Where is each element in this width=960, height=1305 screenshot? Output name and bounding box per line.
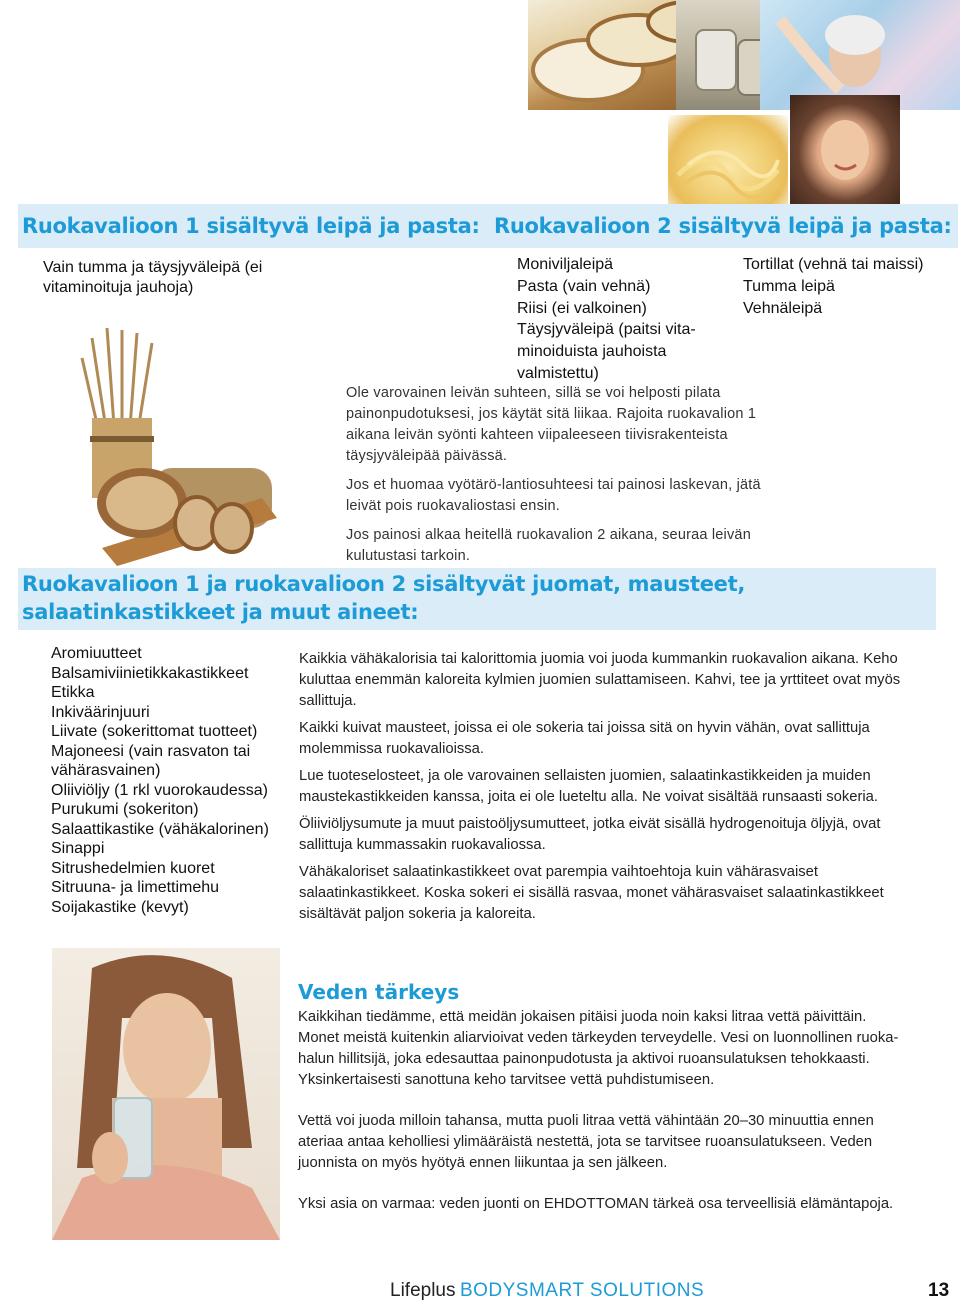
common-paragraph bbox=[299, 649, 959, 712]
condiment-item: Majoneesi (vain rasvaton tai bbox=[51, 742, 251, 760]
condiment-item: Etikka bbox=[51, 684, 95, 701]
elderly-woman-photo bbox=[760, 0, 960, 110]
woman-stretching-illustration bbox=[760, 0, 960, 110]
diet2-bread-list-1 bbox=[517, 254, 737, 385]
footer-brand bbox=[390, 1280, 704, 1302]
diet2-bread-item: Riisi (ei valkoinen) bbox=[517, 299, 647, 317]
condiment-item: Salaattikastike (vähäkalorinen) bbox=[51, 820, 269, 838]
bread-note bbox=[346, 383, 796, 467]
condiment-item: Purukumi (sokeriton) bbox=[51, 801, 199, 818]
water-paragraph bbox=[298, 1111, 958, 1174]
woman-portrait-photo bbox=[790, 95, 900, 210]
text-line: Kaikki kuivat mausteet, joissa ei ole sokeria tai joissa sitä on hyvin vähän, ovat sallittuja bbox=[299, 720, 870, 736]
text-line: kuluttaa enemmän kaloreita kylmien juomien sulattamiseen. Kahvi, tee ja yrttiteet ovat myös bbox=[299, 672, 901, 688]
condiment-item: Sitruuna- ja limettimehu bbox=[51, 879, 220, 896]
diet1-bread-heading: Ruokavalioon 1 sisältyvä leipä ja pasta: bbox=[22, 214, 480, 238]
woman-drinking-water-photo bbox=[52, 948, 280, 1240]
text-line: juonnista on myös hyötyä ennen liikuntaa ja sen jälkeen. bbox=[298, 1155, 668, 1171]
bread-notes bbox=[346, 383, 796, 573]
bread-note bbox=[346, 525, 796, 567]
water-paragraph bbox=[298, 1194, 958, 1215]
text-line: kulutustasi tarkoin. bbox=[346, 548, 471, 564]
common-items-heading-line: salaatinkastikkeet ja muut aineet: bbox=[22, 600, 419, 624]
text-line: Jos et huomaa vyötärö-lantiosuhteesi tai painosi laskevan, jätä bbox=[346, 477, 761, 493]
condiment-item: Sitrushedelmien kuoret bbox=[51, 859, 215, 877]
text-line: aikana leivän syönti kahteen viipaleeseen tiivisrakenteista bbox=[346, 427, 728, 443]
diet2-bread-item: Tumma leipä bbox=[743, 277, 835, 295]
pasta-photo bbox=[668, 115, 788, 210]
woman-face-illustration bbox=[790, 95, 900, 210]
condiment-item: Oliiviöljy (1 rkl vuorokaudessa) bbox=[51, 781, 268, 799]
water-heading: Veden tärkeys bbox=[298, 980, 460, 1004]
text-line: Vähäkaloriset salaatinkastikkeet ovat parempia vaihtoehtoja kuin vähärasvaiset bbox=[299, 864, 819, 880]
text-line: salaatinkastikkeet. Koska sokeri ei sisällä rasvaa, monet vähärasvaiset salaatinkastikkeet bbox=[299, 885, 884, 901]
text-line: ateriaa antaa keholliesi ylimääräistä nestettä, jota se tarvitsee ruoansulatukseen. Veden bbox=[298, 1134, 873, 1150]
text-line: Yksi asia on varmaa: veden juonti on EHDOTTOMAN tärkeä osa terveellisiä elämäntapoja. bbox=[298, 1196, 894, 1212]
footer-plus: plus bbox=[420, 1280, 456, 1301]
text-line: Vettä voi juoda milloin tahansa, mutta puoli litraa vettä vähintään 20–30 minuuttia ennen bbox=[298, 1113, 874, 1129]
condiment-item: Soijakastike (kevyt) bbox=[51, 898, 189, 916]
bread-note bbox=[346, 475, 796, 517]
condiment-item: Aromiuutteet bbox=[51, 645, 142, 662]
diet2-bread-item: minoiduista jauhoista bbox=[517, 343, 667, 361]
text-line: Yksinkertaisesti sanottuna keho tarvitsee vettä puhdistumiseen. bbox=[298, 1072, 715, 1088]
common-paragraph bbox=[299, 814, 959, 856]
bread-pasta-heading-band bbox=[18, 204, 958, 248]
condiment-item: Inkiväärinjuuri bbox=[51, 703, 150, 721]
text-line: sallittuja kummassakin ruokavaliossa. bbox=[299, 837, 546, 853]
text-line: Monet meistä kuitenkin aliarvioivat veden tärkeyden terveydelle. Vesi on luonnollinen ruoka- bbox=[298, 1030, 899, 1046]
spaghetti-illustration bbox=[668, 115, 788, 210]
text-line: sisältävät paljon sokeria ja kaloreita. bbox=[299, 906, 536, 922]
text-line: Ole varovainen leivän suhteen, sillä se voi helposti pilata bbox=[346, 385, 721, 401]
common-items-heading-band bbox=[18, 568, 936, 630]
page-number: 13 bbox=[928, 1280, 950, 1301]
footer-life: Life bbox=[390, 1280, 421, 1301]
text-line: Kaikkia vähäkalorisia tai kalorittomia juomia voi juoda kummankin ruokavalion aikana. Keho bbox=[299, 651, 898, 667]
diet1-bread-list bbox=[43, 258, 313, 297]
water-paragraph bbox=[298, 1007, 958, 1091]
water-paragraphs bbox=[298, 1007, 958, 1221]
woman-with-glass-illustration bbox=[52, 948, 280, 1240]
diet1-bread-line: vitaminoituja jauhoja) bbox=[43, 278, 194, 296]
text-line: täysjyväleipää päivässä. bbox=[346, 448, 508, 464]
common-paragraph bbox=[299, 718, 959, 760]
text-line: leivät pois ruokavaliostasi ensin. bbox=[346, 498, 560, 514]
diet2-bread-list-2 bbox=[743, 254, 958, 319]
text-line: sallittuja. bbox=[299, 693, 357, 709]
text-line: molemmissa ruokavalioissa. bbox=[299, 741, 485, 757]
diet2-bread-heading: Ruokavalioon 2 sisältyvä leipä ja pasta: bbox=[494, 214, 952, 238]
diet2-bread-item: Täysjyväleipä (paitsi vita- bbox=[517, 321, 696, 339]
text-line: painonpudotuksesi, jos käytät sitä liikaa. Rajoita ruokavalion 1 bbox=[346, 406, 757, 422]
wheat-sheaf-illustration bbox=[62, 318, 282, 568]
common-items-heading-line: Ruokavalioon 1 ja ruokavalioon 2 sisältyvät juomat, mausteet, bbox=[22, 572, 746, 596]
wheat-bread-photo bbox=[62, 318, 282, 568]
condiments-list bbox=[51, 644, 296, 917]
text-line: Kaikkihan tiedämme, että meidän jokaisen pitäisi juoda noin kaksi litraa vettä päivittäin. bbox=[298, 1009, 867, 1025]
footer-bodysmart: BODYSMART SOLUTIONS bbox=[459, 1280, 705, 1301]
common-paragraph bbox=[299, 862, 959, 925]
text-line: Öliiviöljysumute ja muut paistoöljysumutteet, jotka eivät sisällä hydrogenoituja öljyjä, ovat bbox=[299, 816, 881, 832]
diet2-bread-item: Moniviljaleipä bbox=[517, 256, 614, 273]
text-line: maustekastikkeiden kanssa, joita ei ole lueteltu alla. Ne voivat sisältää runsaasti sokeria. bbox=[299, 789, 879, 805]
condiment-item: Sinappi bbox=[51, 840, 105, 857]
common-paragraph bbox=[299, 766, 959, 808]
diet2-bread-item: Tortillat (vehnä tai maissi) bbox=[743, 256, 924, 273]
text-line: Lue tuoteselosteet, ja ole varovainen sellaisten juomien, salaatinkastikkeiden ja muiden bbox=[299, 768, 871, 784]
diet2-bread-item: Vehnäleipä bbox=[743, 299, 823, 317]
text-line: halun hillitsijä, joka edesauttaa painonpudotusta ja aktivoi ruoansulatuksen tehokkaasti. bbox=[298, 1051, 870, 1067]
diet2-bread-item: Pasta (vain vehnä) bbox=[517, 277, 651, 295]
diet1-bread-line: Vain tumma ja täysjyväleipä (ei bbox=[43, 259, 263, 276]
condiment-item: vähärasvainen) bbox=[51, 762, 161, 779]
common-paragraphs bbox=[299, 649, 959, 931]
condiment-item: Liivate (sokerittomat tuotteet) bbox=[51, 723, 258, 740]
diet2-bread-item: valmistettu) bbox=[517, 364, 599, 382]
condiment-item: Balsamiviinietikkakastikkeet bbox=[51, 664, 249, 682]
text-line: Jos painosi alkaa heitellä ruokavalion 2 aikana, seuraa leivän bbox=[346, 527, 751, 543]
